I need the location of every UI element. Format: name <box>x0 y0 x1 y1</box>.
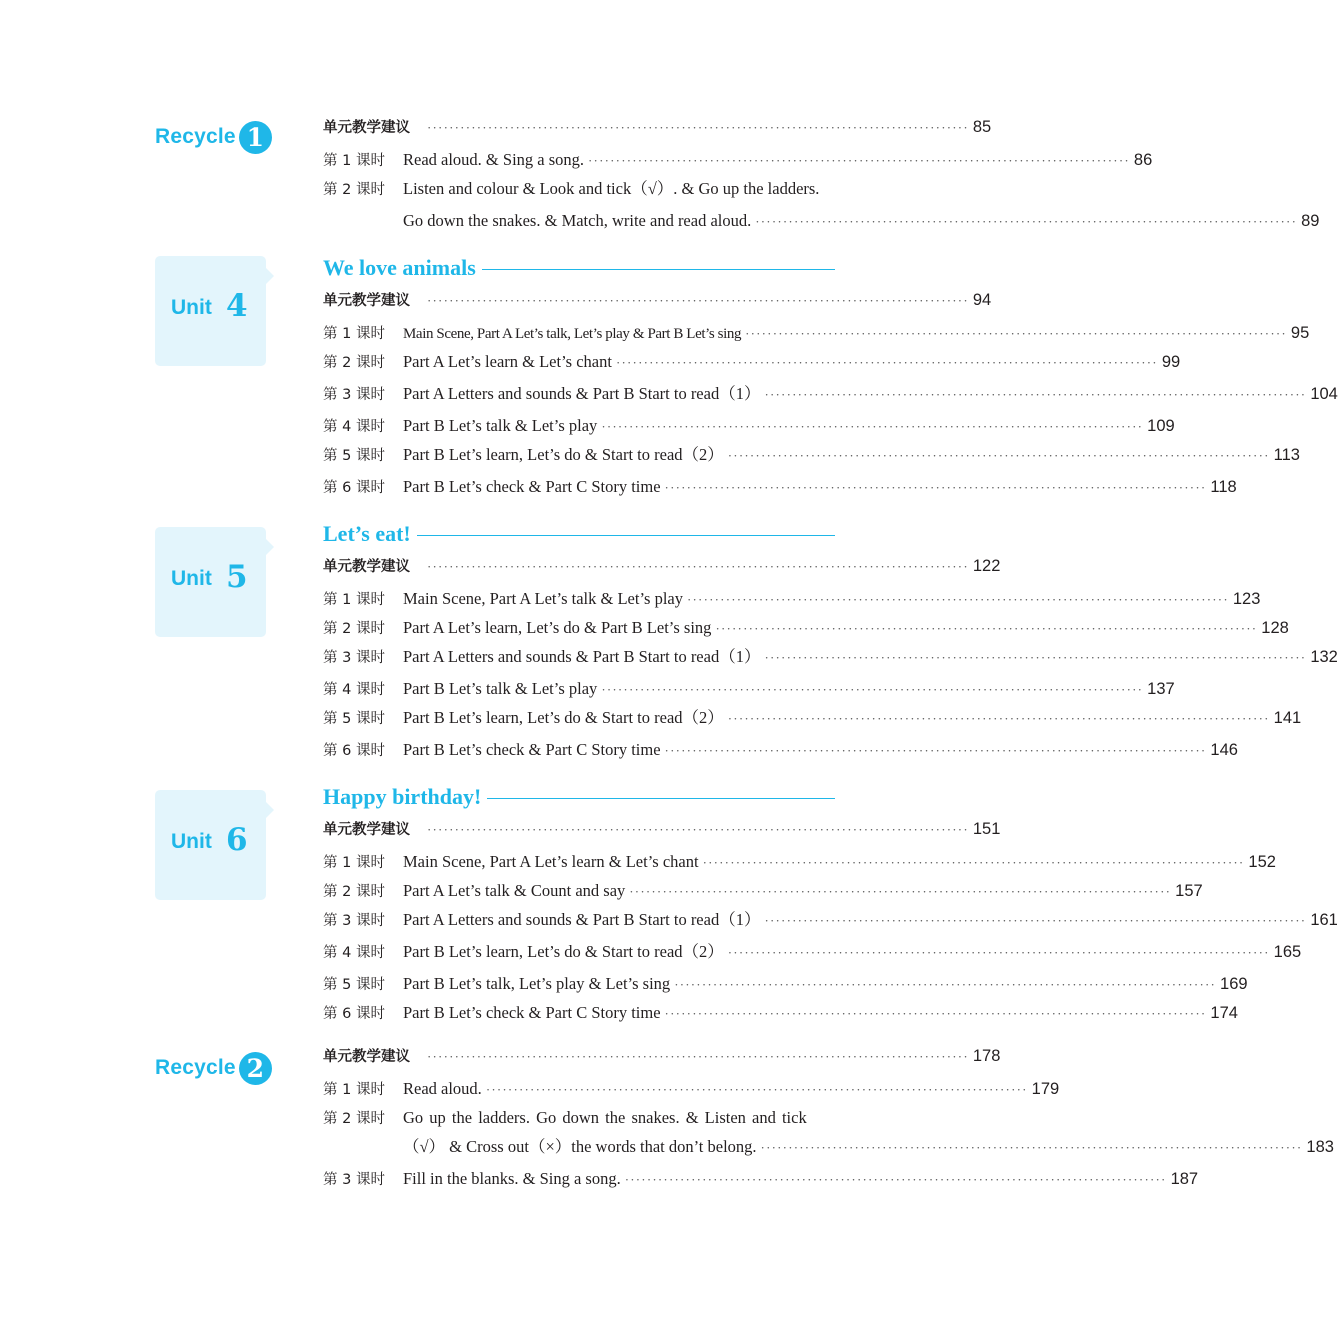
toc-label: 第 6 课时 <box>323 743 385 759</box>
leader-dots: ·································································································· <box>745 326 1287 341</box>
unit-6-badge <box>155 790 266 900</box>
toc-text: Part B Let’s talk & Let’s play <box>403 679 598 698</box>
toc-text: Main Scene, Part A Let’s talk & Let’s play <box>403 589 683 608</box>
recycle-2-badge <box>155 1048 272 1088</box>
unit-5-badge <box>155 527 266 637</box>
toc-label: 第 4 课时 <box>323 945 385 961</box>
toc-row[interactable] <box>323 879 1203 903</box>
toc-page: 161 <box>1310 911 1338 929</box>
toc-row[interactable] <box>323 738 1238 762</box>
toc-text: Part B Let’s learn, Let’s do & Start to read（2） <box>403 942 724 961</box>
toc-row[interactable] <box>323 616 1289 640</box>
leader-dots: ·································································································· <box>727 448 1270 463</box>
toc-row[interactable] <box>323 677 1175 701</box>
toc-row[interactable] <box>323 115 992 139</box>
toc-text: Go down the snakes. & Match, write and read aloud. <box>403 211 752 230</box>
toc-page: 113 <box>1273 446 1300 464</box>
toc-label: 第 2 课时 <box>323 884 385 900</box>
toc-page: 104 <box>1310 385 1338 403</box>
unit-label: Unit <box>171 567 212 590</box>
toc-text: Read aloud. & Sing a song. <box>403 150 585 169</box>
leader-dots: ·································································································· <box>664 743 1207 758</box>
toc-page: 165 <box>1273 943 1302 961</box>
toc-page: 123 <box>1232 590 1261 608</box>
toc-label: 第 2 课时 <box>323 1111 385 1127</box>
toc-label: 第 3 课时 <box>323 913 385 929</box>
recycle-label: Recycle <box>155 125 236 148</box>
leader-dots: ·································································································· <box>427 120 969 135</box>
toc-row[interactable] <box>323 817 1001 841</box>
recycle-label: Recycle <box>155 1056 236 1079</box>
leader-dots: ·································································································· <box>687 592 1229 607</box>
toc-row[interactable] <box>323 382 1338 406</box>
leader-dots: ·································································································· <box>624 1172 1167 1187</box>
toc-text: Go up the ladders. Go down the snakes. & Listen and tick <box>403 1108 807 1127</box>
toc-page: 169 <box>1220 975 1248 993</box>
toc-label: 第 1 课时 <box>323 326 385 342</box>
leader-dots: ·································································································· <box>615 355 1158 370</box>
leader-dots: ·································································································· <box>760 1140 1303 1155</box>
toc-label: 第 5 课时 <box>323 977 385 993</box>
toc-label: 第 2 课时 <box>323 621 385 637</box>
toc-row[interactable] <box>323 645 1338 669</box>
toc-page: 86 <box>1133 151 1153 169</box>
toc-row[interactable] <box>323 350 1181 374</box>
toc-page: 141 <box>1273 709 1302 727</box>
toc-label: 第 4 课时 <box>323 682 385 698</box>
toc-page: 137 <box>1147 680 1175 698</box>
toc-page: 157 <box>1175 882 1203 900</box>
leader-dots: ·································································································· <box>755 214 1298 229</box>
title-rule <box>482 269 835 270</box>
unit-label: Unit <box>171 830 212 853</box>
recycle-number: 1 <box>239 121 272 154</box>
toc-text: Fill in the blanks. & Sing a song. <box>403 1169 621 1188</box>
toc-label: 第 6 课时 <box>323 1006 385 1022</box>
toc-page: 187 <box>1170 1170 1199 1188</box>
leader-dots: ·································································································· <box>427 293 969 308</box>
leader-dots: ·································································································· <box>601 419 1144 434</box>
toc-page: 99 <box>1161 353 1181 371</box>
toc-row[interactable] <box>323 475 1237 499</box>
toc-page: 152 <box>1248 853 1276 871</box>
unit-6-title <box>323 784 835 810</box>
toc-row[interactable] <box>323 414 1175 438</box>
toc-row[interactable] <box>323 1106 836 1130</box>
toc-text: Part A Letters and sounds & Part B Start to read（1） <box>403 647 761 666</box>
toc-row[interactable] <box>323 209 1320 233</box>
toc-text: Part A Letters and sounds & Part B Start to read（1） <box>403 384 761 403</box>
toc-label: 单元教学建议 <box>323 1049 410 1065</box>
recycle-number: 2 <box>239 1052 272 1085</box>
toc-page: 183 <box>1306 1138 1334 1156</box>
toc-row[interactable] <box>323 321 1310 345</box>
toc-text: Main Scene, Part A Let’s learn & Let’s chant <box>403 852 699 871</box>
toc-text: Part B Let’s check & Part C Story time <box>403 740 661 759</box>
leader-dots: ·································································································· <box>764 913 1307 928</box>
toc-text: （√） & Cross out（×）the words that don’t belong. <box>403 1137 757 1156</box>
toc-row[interactable] <box>323 972 1248 996</box>
leader-dots: ·································································································· <box>588 153 1130 168</box>
toc-row[interactable] <box>323 940 1302 964</box>
section-title: We love animals <box>323 255 476 280</box>
toc-row[interactable] <box>323 288 992 312</box>
toc-text: Part B Let’s talk, Let’s play & Let’s sing <box>403 974 671 993</box>
unit-number: 5 <box>226 559 248 595</box>
toc-label: 单元教学建议 <box>323 120 410 136</box>
toc-label: 第 5 课时 <box>323 711 385 727</box>
toc-text: Part B Let’s learn, Let’s do & Start to read（2） <box>403 708 724 727</box>
leader-dots: ·································································································· <box>764 650 1307 665</box>
toc-page: 109 <box>1147 417 1175 435</box>
toc-row[interactable] <box>323 1001 1238 1025</box>
toc-row[interactable] <box>323 443 1300 467</box>
unit-number: 6 <box>226 822 248 858</box>
unit-label: Unit <box>171 296 212 319</box>
toc-label: 第 2 课时 <box>323 355 385 371</box>
title-rule <box>417 535 835 536</box>
unit-number: 4 <box>226 288 248 324</box>
toc-text: Listen and colour & Look and tick（√）. & Go up the ladders. <box>403 179 820 198</box>
leader-dots: ·································································································· <box>601 682 1144 697</box>
toc-row[interactable] <box>323 1135 1334 1159</box>
toc-text: Part A Let’s talk & Count and say <box>403 881 626 900</box>
toc-row[interactable] <box>323 1077 1060 1101</box>
toc-page: 95 <box>1290 324 1310 342</box>
toc-text: Part A Let’s learn, Let’s do & Part B Let’s sing <box>403 618 712 637</box>
toc-label: 第 3 课时 <box>323 650 385 666</box>
toc-row[interactable] <box>323 587 1261 611</box>
toc-label: 第 1 课时 <box>323 1082 385 1098</box>
toc-label: 第 3 课时 <box>323 1172 385 1188</box>
toc-page: 122 <box>972 557 1001 575</box>
toc-row[interactable] <box>323 554 1001 578</box>
toc-row[interactable] <box>323 706 1302 730</box>
toc-label: 单元教学建议 <box>323 559 410 575</box>
toc-text: Part B Let’s learn, Let’s do & Start to read（2） <box>403 445 724 464</box>
recycle-1-badge <box>155 117 272 157</box>
leader-dots: ·································································································· <box>629 884 1172 899</box>
toc-label: 单元教学建议 <box>323 822 410 838</box>
toc-page: 174 <box>1210 1004 1238 1022</box>
toc-text: Part B Let’s check & Part C Story time <box>403 1003 661 1022</box>
leader-dots: ·································································································· <box>674 977 1217 992</box>
leader-dots: ·································································································· <box>427 1049 969 1064</box>
toc-text: Main Scene, Part A Let’s talk, Let’s play & Part B Let’s sing <box>403 326 742 342</box>
section-title: Let’s eat! <box>323 521 411 546</box>
toc-row[interactable] <box>323 1167 1199 1191</box>
toc-row[interactable] <box>323 850 1276 874</box>
leader-dots: ·································································································· <box>727 711 1270 726</box>
leader-dots: ·································································································· <box>664 480 1207 495</box>
toc-page: 118 <box>1210 478 1237 496</box>
toc-page: 85 <box>972 118 992 136</box>
toc-text: Read aloud. <box>403 1079 482 1098</box>
unit-4-title <box>323 255 835 281</box>
toc-page: 94 <box>972 291 992 309</box>
toc-page: 179 <box>1031 1080 1060 1098</box>
leader-dots: ·································································································· <box>485 1082 1028 1097</box>
toc-page: 151 <box>972 820 1001 838</box>
toc-row[interactable] <box>323 908 1338 932</box>
leader-dots: ·································································································· <box>702 855 1245 870</box>
leader-dots: ·································································································· <box>664 1006 1207 1021</box>
toc-row[interactable] <box>323 1044 1001 1068</box>
toc-label: 第 4 课时 <box>323 419 385 435</box>
toc-row[interactable] <box>323 148 1153 172</box>
toc-page: 89 <box>1301 212 1320 230</box>
toc-label: 第 1 课时 <box>323 153 385 169</box>
leader-dots: ·································································································· <box>427 559 969 574</box>
toc-label: 第 3 课时 <box>323 387 385 403</box>
toc-text: Part B Let’s check & Part C Story time <box>403 477 661 496</box>
section-title: Happy birthday! <box>323 784 482 809</box>
toc-row[interactable] <box>323 177 836 201</box>
unit-4-badge <box>155 256 266 366</box>
toc-label: 第 6 课时 <box>323 480 385 496</box>
leader-dots: ·································································································· <box>727 945 1270 960</box>
toc-label: 第 2 课时 <box>323 182 385 198</box>
toc-page: 128 <box>1261 619 1289 637</box>
toc-text: Part A Let’s learn & Let’s chant <box>403 352 612 371</box>
toc-text: Part A Letters and sounds & Part B Start to read（1） <box>403 910 761 929</box>
title-rule <box>487 798 835 799</box>
toc-label: 第 1 课时 <box>323 592 385 608</box>
toc-page: 132 <box>1310 648 1338 666</box>
toc-label: 第 5 课时 <box>323 448 385 464</box>
toc-label: 第 1 课时 <box>323 855 385 871</box>
leader-dots: ·································································································· <box>715 621 1258 636</box>
leader-dots: ·································································································· <box>764 387 1307 402</box>
toc-text: Part B Let’s talk & Let’s play <box>403 416 598 435</box>
toc-label: 单元教学建议 <box>323 293 410 309</box>
toc-page: 146 <box>1210 741 1238 759</box>
unit-5-title <box>323 521 835 547</box>
toc-page: 178 <box>972 1047 1001 1065</box>
leader-dots: ·································································································· <box>427 822 969 837</box>
